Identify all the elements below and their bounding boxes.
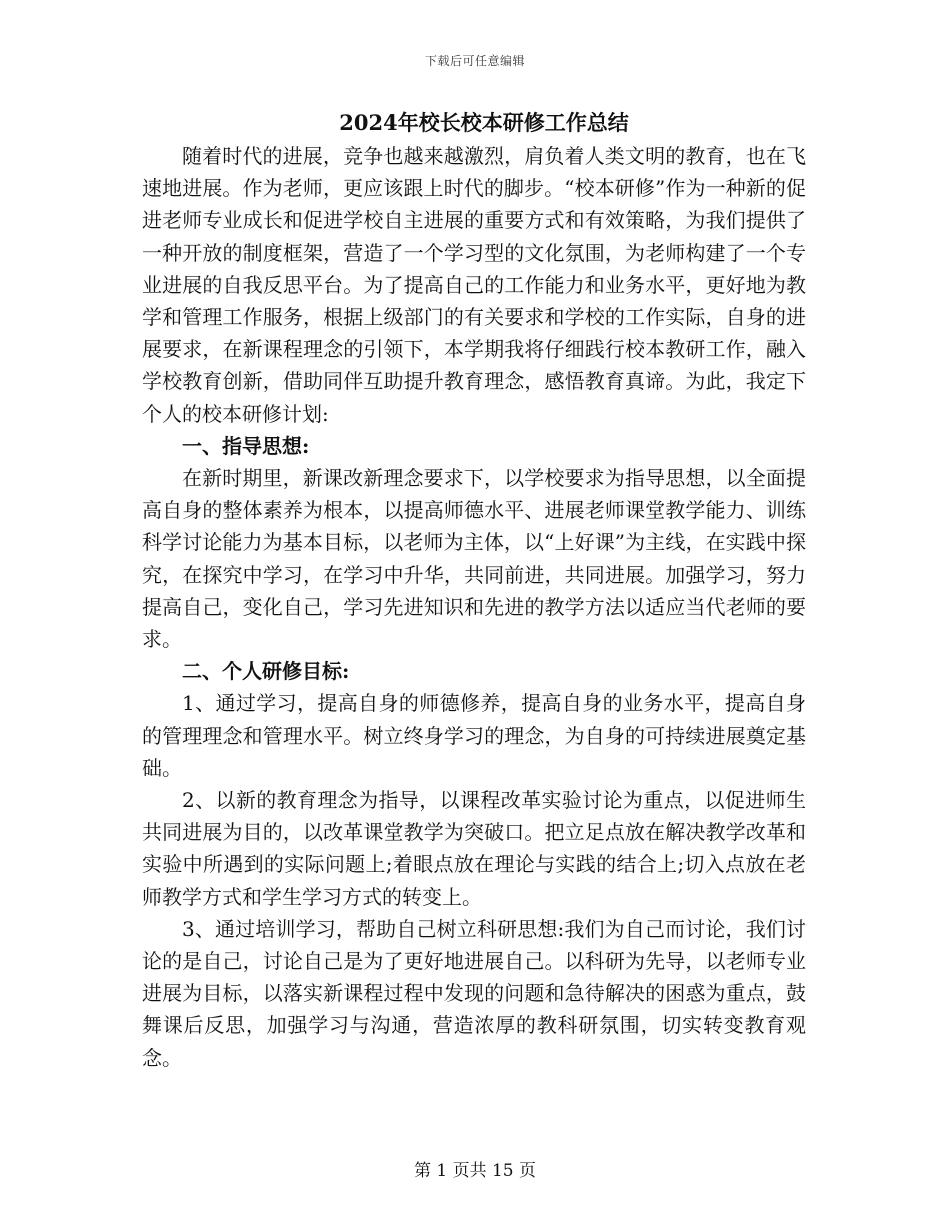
goal-paragraph-1: 1、通过学习，提高自身的师德修养，提高自身的业务水平，提高自身的管理理念和管理水平。树立终身学习的理念，为自身的可持续进展奠定基础。 [142,691,806,780]
intro-paragraph: 随着时代的进展，竞争也越来越激烈，肩负着人类文明的教育，也在飞速地进展。作为老师，更应该跟上时代的脚步。“校本研修”作为一种新的促进老师专业成长和促进学校自主进展的重要方式和有效策略，为我们提供了一种开放的制度框架，营造了一个学习型的文化氛围，为老师构建了一个专业进展的自我反思平台。为了提高自己的工作能力和业务水平，更好地为教学和管理工作服务，根据上级部门的有关要求和学校的工作实际，自身的进展要求，在新课程理念的引领下，本学期我将仔细践行校本教研工作，融入学校教育创新，借助同伴互助提升教育理念，感悟教育真谛。为此，我定下个人的校本研修计划: [142,144,806,426]
guiding-thought-paragraph: 在新时期里，新课改新理念要求下，以学校要求为指导思想，以全面提高自身的整体素养为根本，以提高师德水平、进展老师课堂教学能力、训练科学讨论能力为基本目标，以老师为主体，以“上好课”为主线，在实践中探究，在探究中学习，在学习中升华，共同前进，共同进展。加强学习，努力提高自己，变化自己，学习先进知识和先进的教学方法以适应当代老师的要求。 [142,466,806,652]
goal-paragraph-2: 2、以新的教育理念为指导，以课程改革实验讨论为重点，以促进师生共同进展为目的，以改革课堂教学为突破口。把立足点放在解决教学改革和实验中所遇到的实际问题上;着眼点放在理论与实践的结合上;切入点放在老师教学方式和学生学习方式的转变上。 [142,788,806,909]
document-title: 2024年校长校本研修工作总结 [339,110,629,135]
page-header-note: 下载后可任意编辑 [424,54,525,68]
section-heading-guiding-thought: 一、指导思想: [182,433,310,458]
page-number-footer: 第 1 页共 15 页 [413,1161,537,1181]
document-body [142,106,806,1074]
section-heading-personal-goals: 二、个人研修目标: [182,659,350,684]
goal-paragraph-3: 3、通过培训学习，帮助自己树立科研思想:我们为自己而讨论，我们讨论的是自己，讨论自己是为了更好地进展自己。以科研为先导，以老师专业进展为目标，以落实新课程过程中发现的问题和急待解决的困惑为重点，鼓舞课后反思，加强学习与沟通，营造浓厚的教科研氛围，切实转变教育观念。 [142,916,806,1070]
